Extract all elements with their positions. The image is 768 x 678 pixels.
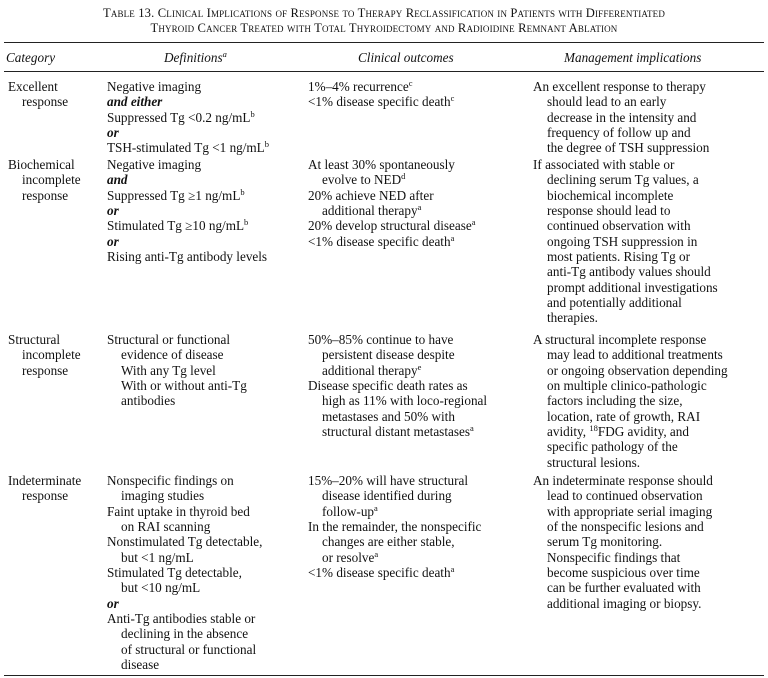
cell-line [533,565,713,580]
line-text: 20% develop structural disease [308,218,472,234]
line-text: biochemical incomplete [547,187,674,203]
category-cell [8,473,81,504]
cell-line [107,332,247,347]
definitions-cell [107,79,269,156]
cell-line: Indeterminate [8,473,82,488]
line-text: on multiple clinico-pathologic [547,378,707,394]
caption-label: Table 13. [103,6,155,20]
line-text: structural lesions. [547,454,641,470]
line-text: location, rate of growth, RAI [547,408,701,424]
line-text: An indeterminate response should [533,473,713,488]
cell-line [308,550,481,565]
line-text: evolve to NED [322,172,402,188]
caption-title-line-2: Thyroid Cancer Treated with Total Thyroidectomy and Radioidine Remnant Ablation [150,21,618,35]
cell-line [308,157,475,172]
outcomes-cell [308,79,454,110]
footnote-marker: d [401,171,406,182]
header-definitions-footnote: a [222,49,227,59]
cell-line [533,125,709,140]
cell-line [308,218,475,233]
line-text: changes are either stable, [322,534,455,550]
cell-line [533,234,718,249]
cell-line: incomplete [22,347,81,363]
line-text: With any Tg level [121,362,216,378]
cell-line [107,125,269,140]
definitions-cell [107,332,247,409]
line-text: on RAI scanning [121,519,211,535]
line-text: or [107,125,119,141]
cell-line [308,234,475,249]
cell-line [107,94,269,109]
line-text: decrease in the intensity and [547,109,697,125]
cell-line: response [22,94,69,110]
cell-line [107,157,267,172]
top-rule [4,42,764,43]
management-cell [533,157,718,326]
cell-line [533,203,718,218]
management-cell [533,473,713,611]
cell-line [107,347,247,362]
cell-line [533,110,709,125]
line-text: If associated with stable or [533,157,675,172]
line-text: At least 30% spontaneously [308,157,455,172]
cell-line [533,424,728,439]
cell-line [107,203,267,218]
footnote-marker: a [450,564,455,575]
cell-line [533,264,718,279]
cell-line [107,218,267,233]
line-text: Structural or functional [107,332,231,347]
line-text: Rising anti-Tg antibody levels [107,249,268,265]
line-text: <1% disease specific death [308,233,451,249]
caption-title-line-1: Clinical Implications of Response to Therapy Reclassification in Patients with Differentiated [157,6,665,20]
cell-line [533,504,713,519]
category-cell [8,79,68,110]
line-text: Stimulated Tg ≥10 ng/mL [107,218,245,234]
cell-line [533,79,709,94]
cell-line: response [22,488,69,504]
footnote-marker: a [450,232,455,243]
header-definitions [164,50,227,66]
cell-line [533,172,718,187]
cell-line [308,534,481,549]
cell-line [533,519,713,534]
line-text: frequency of follow up and [547,125,691,141]
cell-line [107,504,262,519]
line-text: declining serum Tg values, a [547,172,699,188]
cell-line [533,94,709,109]
footnote-marker: b [240,186,245,197]
cell-line [533,409,728,424]
cell-line [308,393,487,408]
line-text: or [107,233,119,249]
cell-line [107,79,269,94]
line-text: Disease specific death rates as [308,378,468,394]
line-text: may lead to additional treatments [547,347,723,363]
header-rule [4,71,764,72]
line-text: Nonspecific findings that [547,549,681,565]
cell-line [308,424,487,439]
line-text: metastases and 50% with [322,408,455,424]
cell-line [308,488,481,503]
cell-line [533,280,718,295]
cell-line [533,550,713,565]
cell-line [308,332,487,347]
line-text: imaging studies [121,488,205,504]
line-text: but <10 ng/mL [121,580,201,596]
line-text: TSH-stimulated Tg <1 ng/mL [107,140,265,156]
cell-line [308,409,487,424]
cell-line [308,504,481,519]
footnote-marker: a [417,202,422,213]
cell-line [107,580,262,595]
line-text: Negative imaging [107,79,202,94]
line-text: 50%–85% continue to have [308,332,454,347]
outcomes-cell [308,157,475,249]
cell-line [107,172,267,187]
line-text: become suspicious over time [547,565,700,581]
line-text: or resolve [322,549,375,565]
cell-line [107,363,247,378]
footnote-marker: b [244,217,249,228]
line-text: Nonspecific findings on [107,473,234,488]
cell-line [107,611,262,626]
line-text: with appropriate serial imaging [547,503,713,519]
cell-line [533,347,728,362]
footnote-marker: b [264,139,269,150]
caption-line-1 [0,6,768,21]
footnote-marker: a [374,548,379,559]
cell-line [107,565,262,580]
header-management-implications: Management implications [564,50,702,65]
cell-line [308,347,487,362]
line-text: 1%–4% recurrence [308,79,409,94]
line-text: can be further evaluated with [547,580,701,596]
cell-line [107,188,267,203]
line-text: additional therapy [322,362,418,378]
cell-line [107,488,262,503]
line-text: the degree of TSH suppression [547,140,710,156]
bottom-rule [4,675,764,676]
line-text: and either [107,94,163,110]
line-text: evidence of disease [121,347,224,363]
cell-line [533,218,718,233]
footnote-marker: c [408,78,413,88]
definitions-cell [107,157,267,264]
cell-line [533,310,718,325]
line-text: serum Tg monitoring. [547,534,663,550]
line-text: declining in the absence [121,626,249,642]
definitions-cell [107,473,262,672]
line-text: Stimulated Tg detectable, [107,565,242,581]
line-text: but <1 ng/mL [121,549,194,565]
cell-line [308,172,475,187]
line-text: anti-Tg antibody values should [547,264,711,280]
cell-line [308,79,454,94]
cell-line [107,596,262,611]
footnote-marker: e [417,361,422,372]
cell-line [533,363,728,378]
cell-line [533,332,728,347]
line-text: Suppressed Tg <0.2 ng/mL [107,109,251,125]
cell-line [107,657,262,672]
cell-line [533,157,718,172]
cell-line [533,249,718,264]
line-text: factors including the size, [547,393,683,409]
outcomes-cell [308,473,481,580]
category-cell [8,157,81,203]
line-text: specific pathology of the [547,439,678,455]
cell-line [107,249,267,264]
line-text: structural distant metastases [322,424,470,440]
line-text: most patients. Rising Tg or [547,249,690,265]
cell-line [533,488,713,503]
line-text: additional therapy [322,203,418,219]
line-text: and potentially additional [547,295,682,311]
line-text: or [107,595,119,611]
line-text: lead to continued observation [547,488,703,504]
line-prefix: avidity, [547,424,590,440]
line-text: continued observation with [547,218,691,234]
line-text: <1% disease specific death [308,94,451,110]
footnote-marker: b [250,108,255,119]
cell-line [107,234,267,249]
cell-line [533,596,713,611]
line-text: 15%–20% will have structural [308,473,469,488]
line-text: therapies. [547,310,598,326]
cell-line [107,473,262,488]
cell-line [107,550,262,565]
line-text: With or without anti-Tg [121,378,247,394]
line-text: A structural incomplete response [533,332,707,347]
cell-line [533,439,728,454]
category-cell [8,332,81,378]
management-cell [533,332,728,470]
footnote-marker: c [450,93,455,104]
line-text: Faint uptake in thyroid bed [107,503,250,519]
cell-line [308,363,487,378]
cell-line [107,140,269,155]
line-text: <1% disease specific death [308,565,451,581]
line-text: FDG avidity, and [597,424,689,440]
cell-line [107,642,262,657]
cell-line [533,140,709,155]
cell-line [308,473,481,488]
line-text: antibodies [121,393,176,409]
line-text: or ongoing observation depending [547,362,728,378]
cell-line [533,455,728,470]
line-text: Negative imaging [107,157,202,172]
header-clinical-outcomes: Clinical outcomes [358,50,454,65]
line-text: additional imaging or biopsy. [547,595,702,611]
cell-line [107,519,262,534]
line-text: Anti-Tg antibodies stable or [107,611,256,627]
cell-line [107,393,247,408]
line-text: An excellent response to therapy [533,79,706,94]
cell-line [533,188,718,203]
cell-line [533,393,728,408]
cell-line: Structural [8,332,61,347]
cell-line [308,188,475,203]
line-text: Nonstimulated Tg detectable, [107,534,263,550]
line-text: persistent disease despite [322,347,455,363]
line-text: response should lead to [547,203,671,219]
cell-line [533,378,728,393]
cell-line [107,626,262,641]
cell-line [533,580,713,595]
line-text: follow-up [322,503,375,519]
management-cell [533,79,709,156]
cell-line [107,110,269,125]
line-text: disease [121,657,160,673]
footnote-marker: a [469,423,474,434]
line-text: disease identified during [322,488,452,504]
cell-line [533,295,718,310]
cell-line [308,203,475,218]
isotope-superscript: 18 [589,423,598,434]
cell-line [533,534,713,549]
cell-line: Excellent [8,79,58,94]
line-text: and [107,172,128,188]
line-text: Suppressed Tg ≥1 ng/mL [107,187,241,203]
line-text: 20% achieve NED after [308,187,434,203]
cell-line [308,94,454,109]
footnote-marker: a [374,502,378,513]
cell-line: incomplete [22,172,81,188]
cell-line [107,378,247,393]
line-text: of structural or functional [121,641,257,657]
line-text: should lead to an early [547,94,667,110]
cell-line [533,473,713,488]
outcomes-cell [308,332,487,439]
line-text: ongoing TSH suppression in [547,233,698,249]
line-text: or [107,203,119,219]
cell-line: Biochemical [8,157,75,172]
line-text: prompt additional investigations [547,279,718,295]
cell-line: response [22,362,69,378]
cell-line [107,534,262,549]
table-caption [0,6,768,36]
line-text: of the nonspecific lesions and [547,519,704,535]
header-category: Category [6,50,56,65]
cell-line [308,378,487,393]
header-definitions-text: Definitions [164,50,223,65]
cell-line [308,519,481,534]
line-text: In the remainder, the nonspecific [308,519,482,535]
cell-line [308,565,481,580]
footnote-marker: a [471,217,476,228]
line-text: high as 11% with loco-regional [322,393,488,409]
cell-line: response [22,187,69,203]
